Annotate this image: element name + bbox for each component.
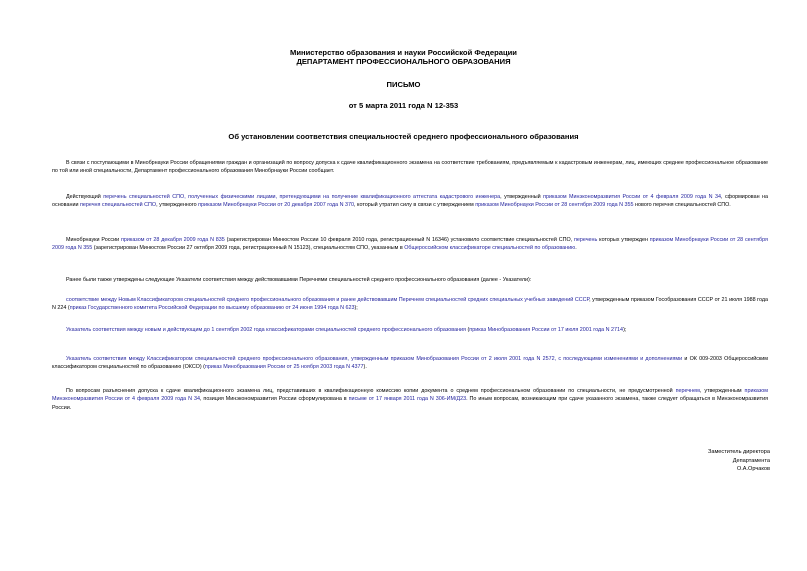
- paragraph-text: (зарегистрирован Минюстом России 27 октября 2009 года, регистрационный N 15123), специальностям СПО, указанным в: [92, 245, 405, 252]
- link-spo-list[interactable]: перечня специальностей СПО: [79, 202, 157, 209]
- paragraph-text: (зарегистрирован Минюстом России 10 февраля 2010 года, регистрационный N 16346) установило соответствие специальностей СПО,: [224, 237, 575, 243]
- paragraph-5: [52, 296, 768, 313]
- link-okso-classifier[interactable]: Общероссийском классификаторе специальностей по образованию: [404, 245, 576, 252]
- paragraph-2: [52, 193, 768, 210]
- paragraph-1: [52, 159, 768, 176]
- link-order-minobr-2714[interactable]: приказ Минобразования России от 17 июля 2001 года N 2714: [469, 327, 624, 333]
- link-order-minobr-4377[interactable]: приказ Минобразования России от 25 ноября 2003 года N 4377: [204, 364, 364, 371]
- paragraph-text: Минобрнауки России: [66, 237, 121, 243]
- link-letter-306[interactable]: письме от 17 января 2011 года N 306-ИМ/Д23: [348, 396, 467, 403]
- paragraph-text: нового перечня специальностей СПО.: [633, 202, 731, 209]
- paragraph-text: , позиция Минэкономразвития России сформулирована в: [199, 396, 349, 403]
- paragraph-text: которых утвержден: [597, 237, 650, 243]
- paragraph-text: );: [623, 327, 627, 333]
- paragraph-text: По вопросам разъяснения допуска к сдаче квалификационного экзамена лиц, представивших в квалификационную комиссию копии документа о среднем профессиональном образовании по специальности, не предусмотренной: [66, 388, 676, 394]
- link-order-minobrnauki-370[interactable]: приказом Минобрнауки России от 20 декабря 2007 года N 370: [198, 202, 355, 209]
- link-correspondence-ussr[interactable]: соответствие между Новым Классификатором специальностей среднего профессионального образования и ранее действовавшим Перечнем специальностей средних специальных учебных заведений СССР: [66, 297, 590, 303]
- link-spo-list-cadastral[interactable]: перечень специальностей СПО, полученных физическими лицами, претендующими на получение квалификационного аттестата кадастрового инженера: [103, 194, 501, 200]
- link-order-minobrnauki-355-b[interactable]: приказом Минобрнауки России от 28 сентября 2009 года N 355: [52, 237, 768, 252]
- signature-department: Департамента: [732, 457, 770, 464]
- link-order-goskomvuz-623[interactable]: приказ Государственного комитета Российской Федерации по высшему образованию от 24 июня 1994 года N 623: [69, 305, 355, 312]
- document-type: ПИСЬМО: [386, 80, 421, 89]
- paragraph-text: . По иным вопросам, возникающим при сдаче указанного экзамена, также следует обращаться в Минэкономразвития России.: [52, 396, 768, 411]
- link-order-mineconomy-34[interactable]: приказом Минэкономразвития России от 4 февраля 2009 года N 34: [543, 194, 721, 200]
- paragraph-text: (: [465, 327, 470, 333]
- ministry-name: Министерство образования и науки Российской Федерации: [290, 48, 517, 57]
- link-order-minobrnauki-355[interactable]: приказом Минобрнауки России от 28 сентября 2009 года N 355: [475, 202, 634, 209]
- paragraph-text: , утвержденного: [156, 202, 199, 209]
- link-index-2002[interactable]: Указатель соответствия между новым и действующим до 1 сентября 2002 года классификаторами специальностей среднего профессионального образования: [66, 327, 466, 333]
- link-list-2[interactable]: перечнем: [675, 388, 700, 394]
- paragraph-4: [52, 276, 768, 284]
- paragraph-text: ).: [363, 364, 367, 371]
- paragraph-text: В связи с поступающими в Минобрнауки России обращениями граждан и организаций по вопросу допуска к сдаче квалификационного экзамена на соответствие требованиям, предъявляемым к кадастровым инженерам, лиц, имеющих среднее профессиональное образование по той или иной специальности, Департамент профессионального образования Минобрнауки России сообщает.: [52, 160, 768, 175]
- link-order-mineconomy-34-b[interactable]: приказом Минэкономразвития России от 4 февраля 2009 года N 34: [52, 388, 768, 403]
- paragraph-7: [52, 355, 768, 372]
- paragraph-text: , утвержденным приказом Гособразования СССР от 21 июля 1988 года N 224 (: [52, 297, 768, 312]
- paragraph-text: Действующий: [66, 194, 104, 200]
- signature-block: [570, 448, 770, 474]
- paragraph-text: и ОК 009-2003 Общероссийским классификатором специальностей по образованию (ОКСО) (: [52, 356, 768, 371]
- document-subject: Об установлении соответствия специальностей среднего профессионального образования: [228, 132, 579, 141]
- paragraph-text: );: [354, 305, 358, 312]
- paragraph-text: , сформирован на основании: [52, 194, 769, 209]
- paragraph-text: , который утратил силу в связи с утверждением: [354, 202, 476, 209]
- signature-position: Заместитель директора: [707, 449, 770, 455]
- paragraph-text: .: [575, 245, 577, 252]
- paragraph-text: , утвержденный: [500, 194, 544, 200]
- link-index-okso[interactable]: Указатель соответствия между Классификатором специальностей среднего профессионального образования, утвержденным приказом Минобразования России от 2 июля 2001 года N 2572, с последующими изменениями и дополнениями: [66, 356, 683, 362]
- paragraph-text: , утвержденным: [699, 388, 745, 394]
- paragraph-8: [52, 387, 768, 412]
- paragraph-text: Ранее были также утверждены следующие Указатели соответствия между действовавшими Перечнями специальностей среднего профессионального образования (далее - Указатели):: [66, 277, 532, 283]
- department-name: ДЕПАРТАМЕНТ ПРОФЕССИОНАЛЬНОГО ОБРАЗОВАНИЯ: [296, 57, 511, 66]
- paragraph-6: [52, 326, 768, 334]
- link-list[interactable]: перечень: [574, 237, 598, 243]
- link-order-835[interactable]: приказом от 28 декабря 2009 года N 835: [120, 237, 225, 243]
- signature-name: О.А.Орчаков: [736, 466, 770, 473]
- paragraph-3: [52, 236, 768, 253]
- document-date-number: от 5 марта 2011 года N 12-353: [348, 101, 459, 110]
